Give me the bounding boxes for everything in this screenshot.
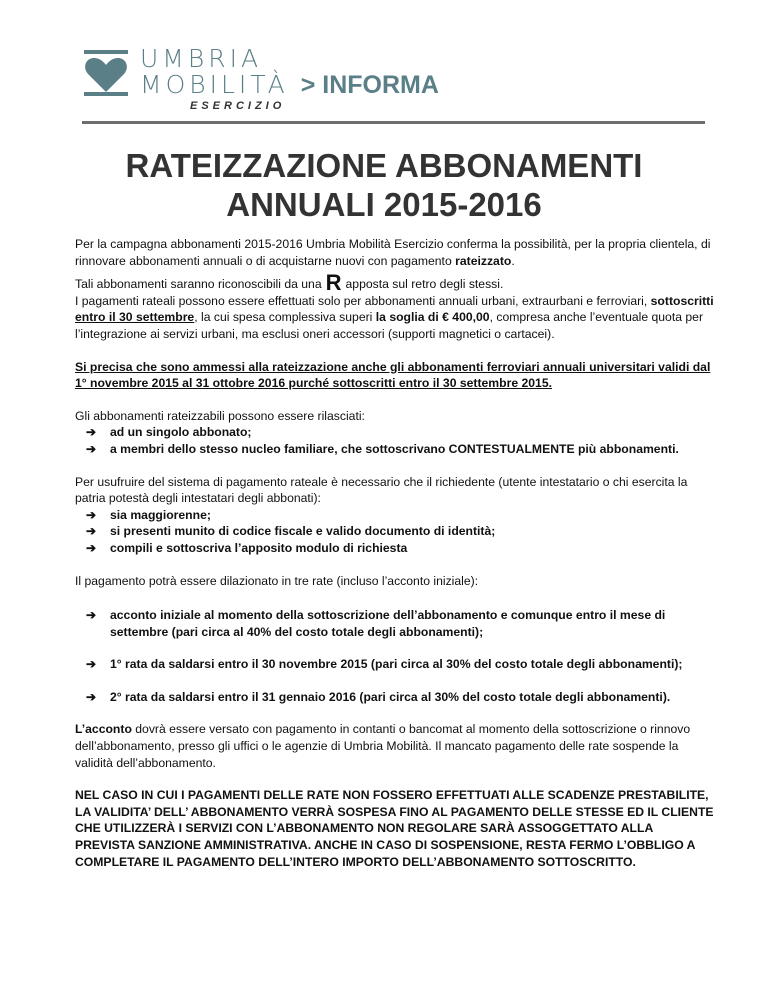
list-item	[86, 607, 715, 640]
header	[82, 40, 722, 122]
brand-line2	[140, 72, 439, 98]
title-line2: ANNUALI 2015-2016	[226, 186, 542, 223]
rates-list	[75, 607, 715, 640]
arrow-right-icon: ➔	[86, 425, 97, 440]
cond-t2: , la cui spesa complessiva superi	[194, 310, 376, 325]
rate-item-0: acconto iniziale al momento della sottoscrizione dell’abbonamento e comunque entro il mese di settembre (pari circa al 40% del costo totale degli abbonamenti);	[110, 608, 666, 639]
deposit-text: dovrà essere versato con pagamento in contanti o bancomat al momento della sottoscrizione o rinnovo dell’abbonamento, presso gli uffici o le agenzie di Umbria Mobilità. Il mancato pagamento delle rate sospende la validità dell’abbonamento.	[75, 722, 691, 770]
deposit-bold: L’acconto	[75, 722, 132, 737]
rates-list-3	[75, 689, 715, 706]
rate-item-2: 2° rata da saldarsi entro il 31 gennaio 2016 (pari circa al 30% del costo totale degli abbonamenti).	[110, 689, 671, 704]
cond-b1: sottoscritti	[650, 293, 714, 308]
list-item	[86, 441, 715, 458]
warning-paragraph: NEL CASO IN CUI I PAGAMENTI DELLE RATE NON FOSSERO EFFETTUATI ALLE SCADENZE PRESTABILITE, LA VALIDITA’ DELL’ ABBONAMENTO VERRÀ SOSPESA FINO AL PAGAMENTO DELLE STESSE ED IL CLIENTE CHE UTILIZZERÀ I SERVIZI CON L’ABBONAMENTO NON REGOLARE SARÀ ASSOGGETTATO ALLA PREVISTA SANZIONE AMMINISTRATIVA. ANCHE IN CASO DI SOSPENSIONE, RESTA FERMO L’OBBLIGO A COMPLETARE IL PAGAMENTO DELL’INTERO IMPORTO DELL’ABBONAMENTO SOTTOSCRITTO.	[75, 788, 714, 869]
intro-paragraph	[75, 236, 715, 269]
arrow-right-icon: ➔	[86, 657, 97, 672]
document-body	[75, 236, 715, 870]
req-item-0: sia maggiorenne;	[110, 507, 211, 522]
conditions-paragraph	[75, 293, 715, 343]
intro-text: Per la campagna abbonamenti 2015-2016 Umbria Mobilità Esercizio conferma la possibilità, per la propria clientela, di rinnovare abbonamenti annuali o di acquistarne nuovi con pagamento	[75, 237, 711, 268]
arrow-right-icon: ➔	[86, 608, 97, 623]
intro-bold: rateizzato	[455, 253, 512, 268]
arrow-right-icon: ➔	[86, 441, 97, 456]
list-item	[86, 507, 715, 524]
brand	[140, 46, 439, 98]
arrow-right-icon: ➔	[86, 524, 97, 539]
issued-item-0: ad un singolo abbonato;	[110, 425, 252, 440]
heart-logo-icon	[82, 48, 130, 98]
note-paragraph: Si precisa che sono ammessi alla rateizzazione anche gli abbonamenti ferroviari annuali universitari validi dal 1° novembre 2015 al 31 ottobre 2016 purché sottoscritti entro il 30 settembre 2015.	[75, 359, 711, 391]
brand-line1: UMBRIA	[140, 44, 263, 73]
cond-t1: I pagamenti rateali possono essere effettuati solo per abbonamenti annuali urbani, extraurbani e ferroviari,	[75, 293, 651, 308]
recognize-paragraph	[75, 270, 715, 296]
issued-intro: Gli abbonamenti rateizzabili possono essere rilasciati:	[75, 408, 365, 423]
recognize-after: apposta sul retro degli stessi.	[345, 277, 504, 292]
title-line1: RATEIZZAZIONE ABBONAMENTI	[125, 147, 643, 184]
rates-intro: Il pagamento potrà essere dilazionato in tre rate (incluso l’acconto iniziale):	[75, 573, 479, 588]
req-item-1: si presenti munito di codice fiscale e valido documento di identità;	[110, 524, 496, 539]
list-item	[86, 656, 715, 673]
deposit-paragraph	[75, 721, 715, 771]
r-letter: R	[325, 270, 342, 296]
issued-list	[75, 424, 715, 457]
rate-item-1: 1° rata da saldarsi entro il 30 novembre 2015 (pari circa al 30% del costo totale degli abbonamenti);	[110, 657, 683, 672]
list-item	[86, 689, 715, 706]
requirements-intro: Per usufruire del sistema di pagamento rateale è necessario che il richiedente (utente intestatario o chi esercita la patria potestà degli intestatari degli abbonati):	[75, 474, 688, 506]
cond-bu1: entro il 30 settembre	[75, 310, 195, 325]
arrow-right-icon: ➔	[86, 540, 97, 555]
arrow-right-icon: ➔	[86, 689, 97, 704]
issued-item-1: a membri dello stesso nucleo familiare, che sottoscrivano CONTESTUALMENTE più abbonamenti.	[110, 441, 679, 456]
req-item-2: compili e sottoscriva l’apposito modulo di richiesta	[110, 540, 408, 555]
requirements-list	[75, 507, 715, 557]
rates-list-2	[75, 656, 715, 673]
intro-end: .	[511, 253, 515, 268]
list-item	[86, 424, 715, 441]
list-item	[86, 540, 715, 557]
cond-t3: , compresa anche l’eventuale quota per l’integrazione ai servizi urbani, ma esclusi oneri accessori (supporti magnetici o cartacei).	[75, 310, 703, 341]
arrow-right-icon: ➔	[86, 507, 97, 522]
recognize-before: Tali abbonamenti saranno riconoscibili da una	[75, 277, 322, 292]
header-rule	[82, 121, 705, 124]
brand-tag: > INFORMA	[300, 71, 439, 99]
brand-sub: ESERCIZIO	[190, 100, 286, 112]
list-item	[86, 523, 715, 540]
brand-line2-text: MOBILITÀ	[140, 70, 289, 99]
cond-b2: la soglia di € 400,00	[375, 310, 490, 325]
page-title	[60, 146, 708, 224]
